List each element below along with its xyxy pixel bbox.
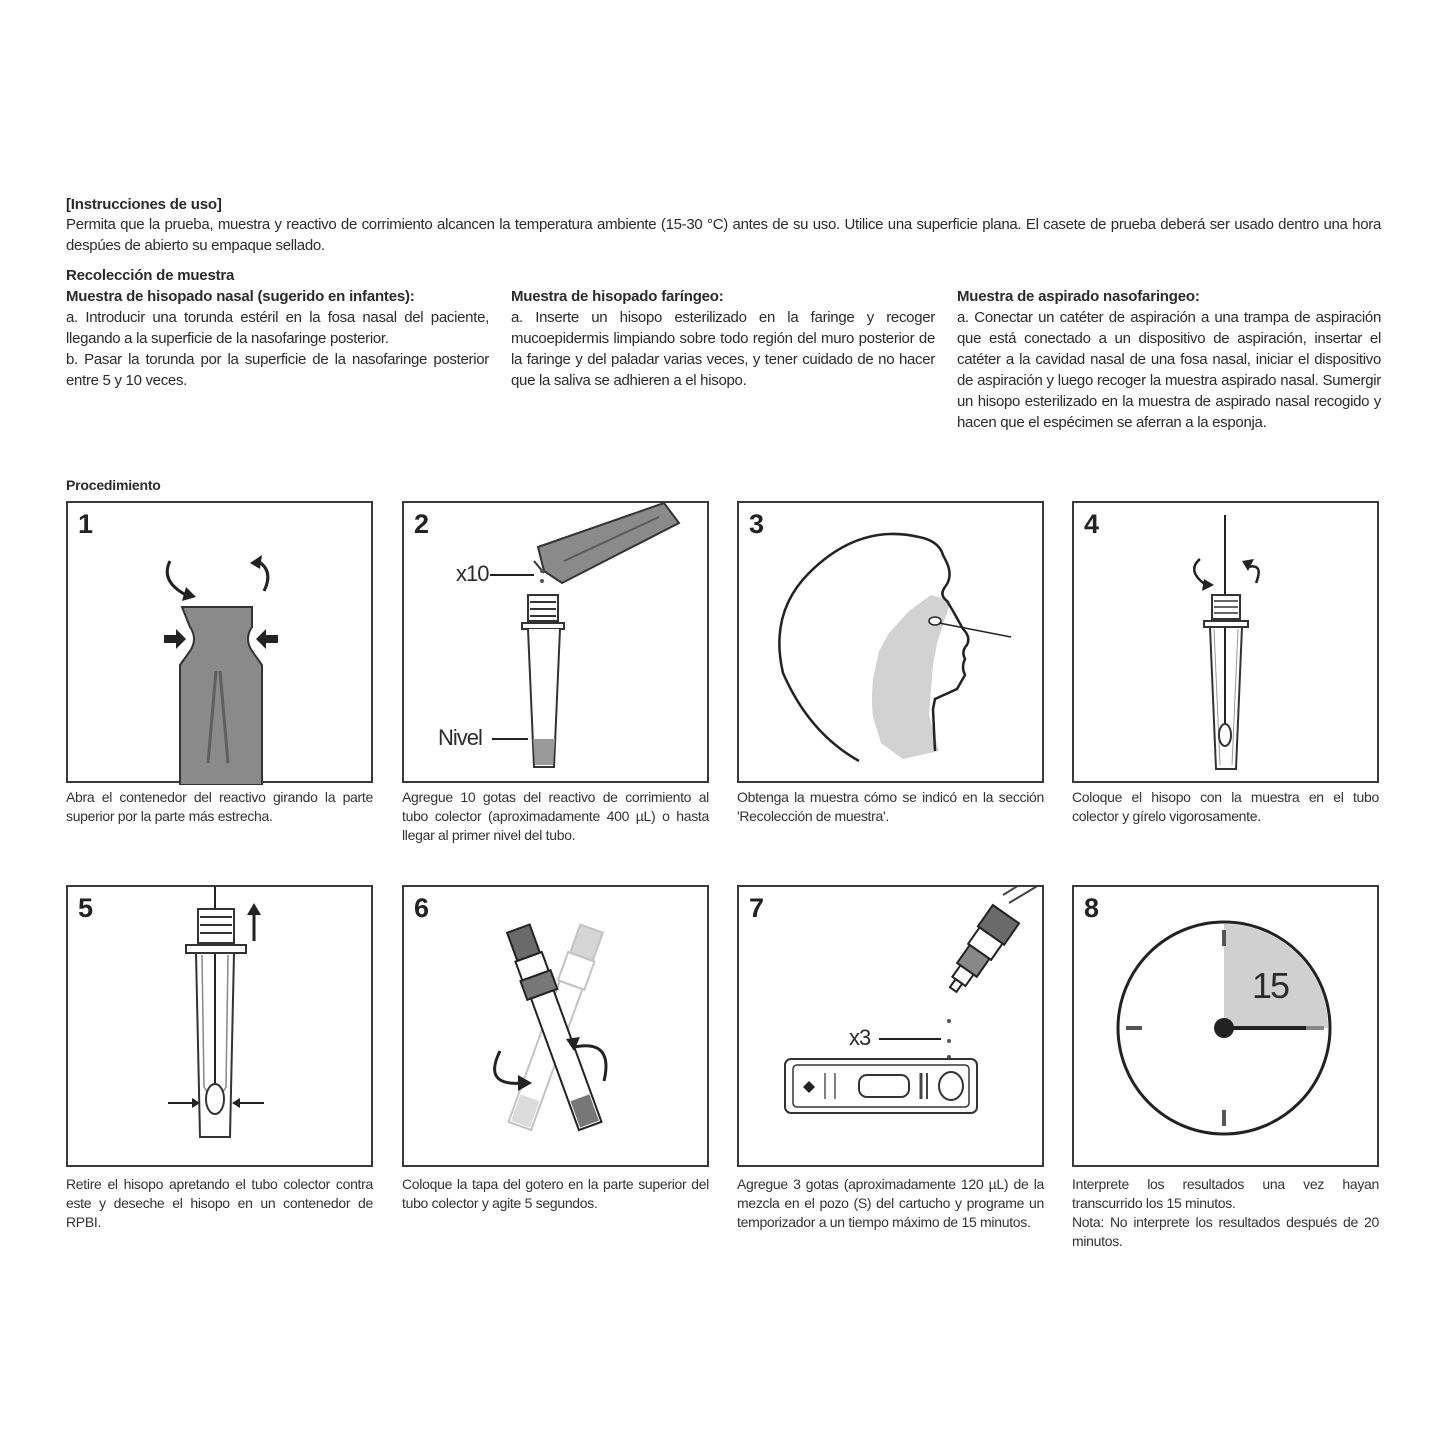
step-7-panel: [737, 885, 1044, 1167]
step-6-caption: Coloque la tapa del gotero en la parte superior del tubo colector y agite 5 segundos.: [402, 1176, 709, 1211]
pharyngeal-title: Muestra de hisopado faríngeo:: [511, 288, 724, 305]
shake-tube-illustration: [404, 887, 711, 1169]
reagent-bottle-illustration: [68, 503, 375, 785]
nasal-swab-profile-illustration: [739, 503, 1046, 785]
step-2-panel: [402, 501, 709, 783]
swab-in-tube-illustration: [1074, 503, 1381, 785]
squeeze-tube-illustration: [68, 887, 375, 1169]
step-number: 1: [78, 509, 94, 539]
instructions-intro: Permita que la prueba, muestra y reactivo de corrimiento alcancen la temperatura ambiente (15-30 °C) antes de su uso. Utilice una superficie plana. El casete de prueba deberá ser usado dentro una hora despúes de abierto su empaque sellado.: [66, 216, 1381, 254]
step-3-panel: [737, 501, 1044, 783]
step-number: 4: [1084, 509, 1100, 539]
step-number: 8: [1084, 893, 1100, 923]
aspirate-text: a. Conectar un catéter de aspiración a una trampa de aspiración que está conectado a un dispositivo de aspiración, insertar el catéter a la cavidad nasal de una fosa nasal, iniciar el dispositivo de aspiración y luego recoger la muestra aspirado nasal. Sumergir un hisopo esterilizado en la muestra de aspirado nasal recogido y hacen que el espécimen se aferran a la esponja.: [957, 309, 1381, 431]
step-2-caption: Agregue 10 gotas del reactivo de corrimiento al tubo colector (aproximadamente 400 µL) o hasta llegar al primer nivel del tubo.: [402, 789, 709, 843]
procedure-heading: Procedimiento: [66, 477, 161, 493]
step-6-panel: [402, 885, 709, 1167]
nasal-text-a: a. Introducir una torunda estéril en la fosa nasal del paciente, llegando a la superficie de la nasofaringe posterior.: [66, 309, 489, 347]
timer-illustration: [1074, 887, 1381, 1169]
step-number: 5: [78, 893, 94, 923]
step-3-caption: Obtenga la muestra cómo se indicó en la sección 'Recolección de muestra'.: [737, 789, 1044, 824]
drops-label: x10: [456, 561, 489, 586]
step-8-note: Nota: No interprete los resultados después de 20 minutos.: [1072, 1214, 1379, 1249]
nasal-text-b: b. Pasar la torunda por la superficie de la nasofaringe posterior entre 5 y 10 veces.: [66, 351, 489, 389]
step-number: 6: [414, 893, 430, 923]
step-4-panel: [1072, 501, 1379, 783]
aspirate-title: Muestra de aspirado nasofaringeo:: [957, 288, 1200, 305]
step-5-panel: [66, 885, 373, 1167]
step-4-caption: Coloque el hisopo con la muestra en el tubo colector y gírelo vigorosamente.: [1072, 789, 1379, 824]
step-5-caption: Retire el hisopo apretando el tubo colector contra este y deseche el hisopo en un contenedor de RPBI.: [66, 1176, 373, 1230]
instructions-heading: [Instrucciones de uso]: [66, 196, 222, 213]
drops-label: x3: [849, 1025, 871, 1050]
step-1-panel: [66, 501, 373, 783]
nasal-title: Muestra de hisopado nasal (sugerido en infantes):: [66, 288, 415, 305]
collection-heading: Recolección de muestra: [66, 267, 235, 284]
step-number: 2: [414, 509, 430, 539]
pharyngeal-text: a. Inserte un hisopo esterilizado en la faringe y recoger mucoepidermis limpiando sobre todo región del muro posterior de la faringe y del paladar varias veces, y tener cuidado de no hacer que la saliva se adhieren a el hisopo.: [511, 309, 935, 389]
cassette-dropper-illustration: [739, 887, 1046, 1169]
step-8-panel: [1072, 885, 1379, 1167]
level-label: Nivel: [438, 725, 482, 750]
timer-label: 15: [1252, 965, 1289, 1006]
step-8-caption: Interprete los resultados una vez hayan transcurrido los 15 minutos.: [1072, 1176, 1379, 1211]
step-number: 7: [749, 893, 765, 923]
step-7-caption: Agregue 3 gotas (aproximadamente 120 µL) de la mezcla en el pozo (S) del cartucho y programe un temporizador a un tiempo máximo de 15 minutos.: [737, 1176, 1044, 1230]
step-1-caption: Abra el contenedor del reactivo girando la parte superior por la parte más estrecha.: [66, 789, 373, 824]
step-number: 3: [749, 509, 765, 539]
